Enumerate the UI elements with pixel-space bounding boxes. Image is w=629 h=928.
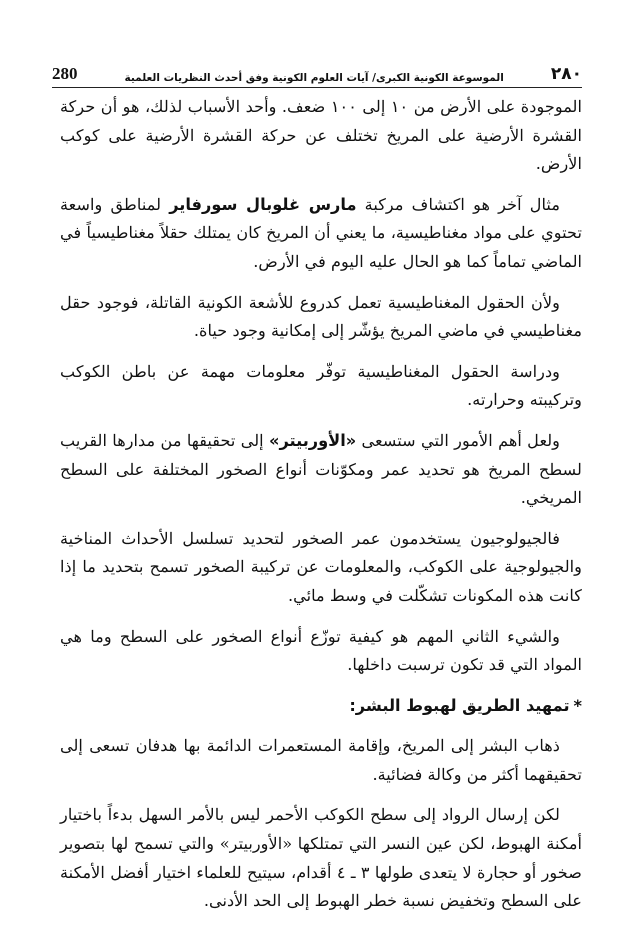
orbiter-name: «الأوربيتر»	[268, 430, 357, 450]
page-body	[60, 93, 582, 928]
paragraph-2-rest: لمناطق واسعة تحتوي على مواد مغناطيسية، ما يعني أن المريخ كان يمتلك حقلاً مغناطيسياً في الماضي تماماً كما هو الحال عليه اليوم في الأرض.	[60, 194, 582, 271]
running-title: الموسوعة الكونية الكبرى/ آيات العلوم الكونية وفق أحدث النظريات العلمية	[124, 72, 504, 84]
paragraph-5	[60, 427, 582, 513]
heading-star: *	[573, 695, 582, 715]
paragraph-3: ولأن الحقول المغناطيسية تعمل كدروع للأشعة الكونية القاتلة، فوجود حقل مغناطيسي في ماضي المريخ يؤشّر إلى إمكانية وجود حياة.	[60, 292, 582, 341]
section-heading	[60, 692, 582, 721]
page-number-arabic: ٢٨٠	[550, 64, 582, 84]
paragraph-7: والشيء الثاني المهم هو كيفية توزّع أنواع الصخور على السطح وما هي المواد التي قد تكون ترسبت داخلها.	[60, 626, 582, 675]
paragraph-6: فالجيولوجيون يستخدمون عمر الصخور لتحديد تسلسل الأحداث المناخية والجيولوجية على الكوكب، والمعلومات عن تركيبة الصخور تسمح بتحديد ما إذا كانت هذه المكونات تشكّلت في وسط مائي.	[60, 528, 582, 605]
page-number-latin: 280	[52, 64, 78, 83]
paragraph-8: ذهاب البشر إلى المريخ، وإقامة المستعمرات الدائمة بها هدفان تسعى إلى تحقيقهما أكثر من وكالة فضائية.	[60, 736, 582, 784]
paragraph-1: الموجودة على الأرض من ١٠ إلى ١٠٠ ضعف. وأحد الأسباب لذلك، هو أن حركة القشرة الأرضية على المريخ تختلف عن حركة القشرة الأرضية على كوكب الأرض.	[60, 97, 582, 174]
paragraph-9: لكن إرسال الرواد إلى سطح الكوكب الأحمر ليس بالأمر السهل بدءاً باختيار أمكنة الهبوط، لكن عين النسر التي تمتلكها «الأوربيتر» والتي تسمح لها بتصوير صخور أو حجارة لا يتعدى طولها ٣ ـ ٤ أقدام، سيتيح للعلماء اختيار أفضل الأمكنة على السطح وتخفيض نسبة خطر الهبوط إلى الحد الأدنى.	[60, 805, 582, 911]
header-rule	[52, 87, 582, 88]
paragraph-5-rest: إلى تحقيقها من مدارها القريب لسطح المريخ هو تحديد عمر ومكوّنات أنواع الصخور المختلفة على السطح المريخي.	[60, 430, 582, 508]
paragraph-5-lead: ولعل أهم الأمور التي ستسعى	[356, 430, 560, 450]
paragraph-4: ودراسة الحقول المغناطيسية توفّر معلومات مهمة عن باطن الكوكب وتركيبته وحرارته.	[60, 361, 582, 410]
page-header	[52, 56, 582, 84]
paragraph-2	[60, 191, 582, 277]
section-heading-text: تمهيد الطريق لهبوط البشر:	[349, 695, 570, 715]
mission-name-mgs: مارس غلوبال سورفاير	[169, 194, 357, 214]
paragraph-2-lead: مثال آخر هو اكتشاف مركبة	[356, 194, 560, 214]
